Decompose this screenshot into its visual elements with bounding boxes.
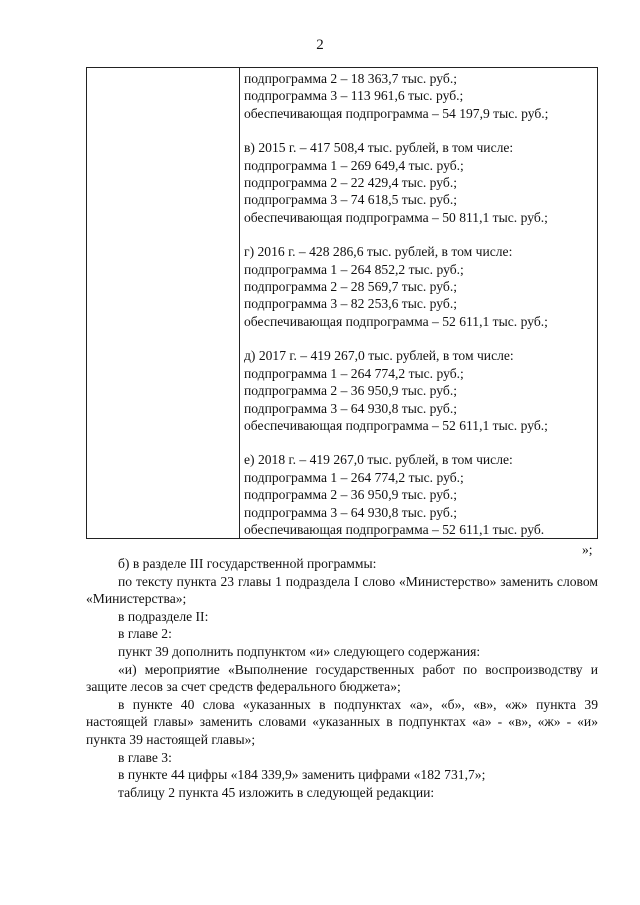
paragraph: в пункте 44 цифры «184 339,9» заменить цифрами «182 731,7»; xyxy=(118,767,486,783)
paragraph: в главе 3: xyxy=(118,749,172,765)
budget-table xyxy=(86,67,598,539)
table-line: подпрограмма 2 – 18 363,7 тыс. руб.; xyxy=(244,71,458,86)
table-line: подпрограмма 2 – 22 429,4 тыс. руб.; xyxy=(244,175,458,191)
table-line: подпрограмма 3 – 113 961,6 тыс. руб.; xyxy=(244,88,464,104)
table-line: обеспечивающая подпрограмма – 54 197,9 тыс. руб.; xyxy=(244,105,549,121)
paragraph: таблицу 2 пункта 45 изложить в следующей редакции: xyxy=(118,784,435,800)
page-number: 2 xyxy=(316,37,324,53)
table-line: подпрограмма 3 – 82 253,6 тыс. руб.; xyxy=(244,296,458,312)
table-line: подпрограмма 1 – 264 774,2 тыс. руб.; xyxy=(244,365,464,381)
year-block-2015 xyxy=(244,139,597,226)
table-line: подпрограмма 1 – 269 649,4 тыс. руб.; xyxy=(244,157,464,173)
year-heading: д) 2017 г. – 419 267,0 тыс. рублей, в том числе: xyxy=(244,348,514,364)
table-line: подпрограмма 3 – 74 618,5 тыс. руб.; xyxy=(244,192,458,208)
paragraph: в главе 2: xyxy=(118,626,172,642)
table-line: подпрограмма 3 – 64 930,8 тыс. руб.; xyxy=(244,400,458,416)
table-left-cell xyxy=(87,68,240,538)
table-right-cell xyxy=(240,68,597,538)
closing-quote: »; xyxy=(582,542,593,557)
table-line: обеспечивающая подпрограмма – 52 611,1 тыс. руб. xyxy=(244,521,545,537)
table-line: подпрограмма 2 – 28 569,7 тыс. руб.; xyxy=(244,279,458,295)
paragraph: в пункте 40 слова «указанных в подпунктах «а», «б», «в», «ж» пункта 39 настоящей главы» заменить словами «указанных в подпунктах «а» - «в», «ж» - «и» пункта 39 настоящей главы»; xyxy=(86,696,598,747)
paragraph: «и) мероприятие «Выполнение государственных работ по воспроизводству и защите лесов за счет средств федерального бюджета»; xyxy=(86,661,598,695)
table-line: подпрограмма 1 – 264 774,2 тыс. руб.; xyxy=(244,469,464,485)
year-heading: е) 2018 г. – 419 267,0 тыс. рублей, в том числе: xyxy=(244,452,513,468)
table-line: подпрограмма 1 – 264 852,2 тыс. руб.; xyxy=(244,261,464,277)
paragraph: пункт 39 дополнить подпунктом «и» следующего содержания: xyxy=(118,643,481,659)
year-block-2018 xyxy=(244,451,597,538)
table-line: обеспечивающая подпрограмма – 52 611,1 тыс. руб.; xyxy=(244,417,548,433)
amendment-text xyxy=(86,555,598,801)
year-heading: в) 2015 г. – 417 508,4 тыс. рублей, в том числе: xyxy=(244,140,514,156)
year-block-2017 xyxy=(244,347,597,434)
continuation-block xyxy=(244,70,597,122)
table-line: подпрограмма 2 – 36 950,9 тыс. руб.; xyxy=(244,383,458,399)
year-heading: г) 2016 г. – 428 286,6 тыс. рублей, в том числе: xyxy=(244,244,513,260)
table-line: обеспечивающая подпрограмма – 50 811,1 тыс. руб.; xyxy=(244,209,548,225)
paragraph: б) в разделе III государственной программы: xyxy=(118,556,377,571)
table-line: обеспечивающая подпрограмма – 52 611,1 тыс. руб.; xyxy=(244,313,548,329)
paragraph: в подразделе II: xyxy=(118,608,209,624)
table-line: подпрограмма 2 – 36 950,9 тыс. руб.; xyxy=(244,487,458,503)
paragraph: по тексту пункта 23 главы 1 подраздела I слово «Министерство» заменить словом «Министерства»; xyxy=(86,573,598,607)
table-line: подпрограмма 3 – 64 930,8 тыс. руб.; xyxy=(244,504,458,520)
year-block-2016 xyxy=(244,243,597,330)
